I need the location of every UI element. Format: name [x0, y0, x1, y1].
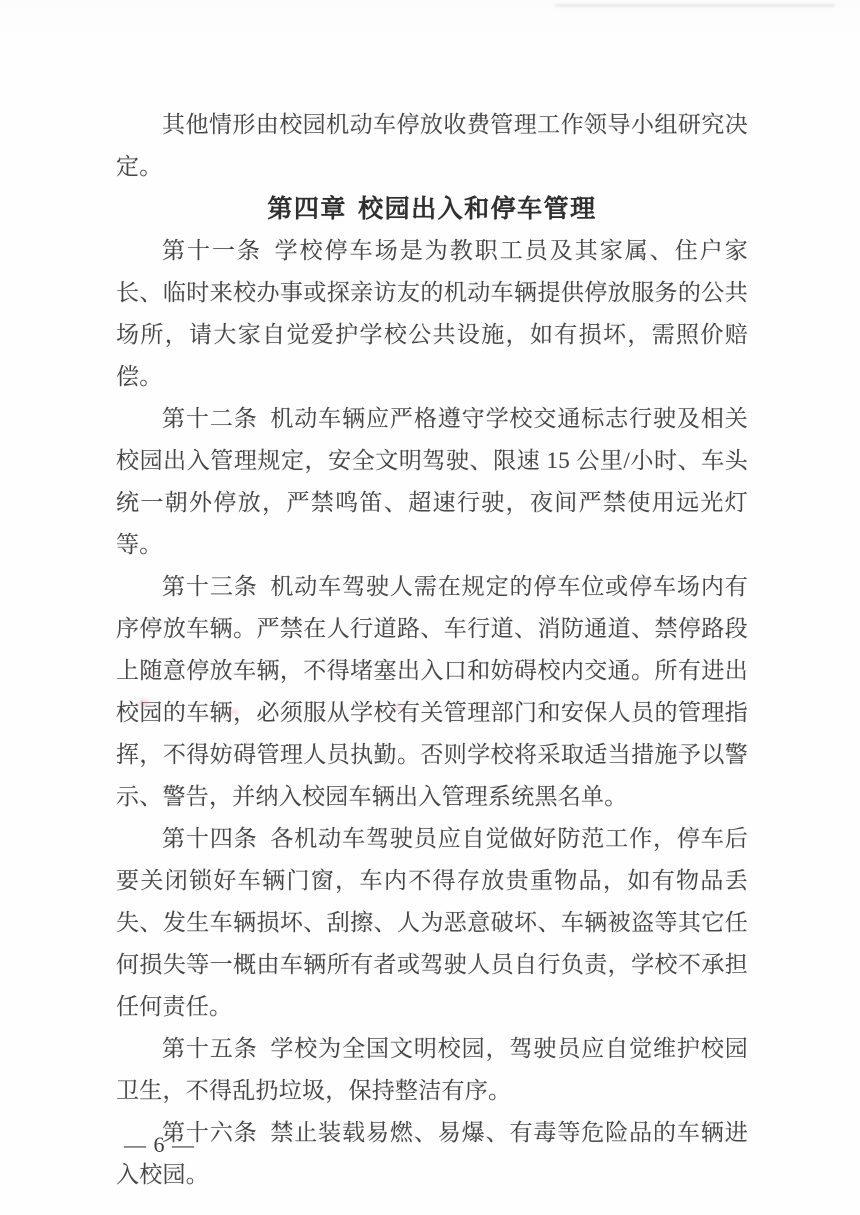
article-11-text: 学校停车场是为教职工员及其家属、住户家长、临时来校办事或探亲访友的机动车辆提供停放服务的公共场所，请大家自觉爱护学校公共设施，如有损坏，需照价赔偿。 — [116, 238, 749, 389]
article-paragraph-11 — [116, 230, 748, 398]
scan-smudge — [394, 703, 402, 710]
article-16-text: 禁止装载易燃、易爆、有毒等危险品的车辆进入校园。 — [116, 1120, 749, 1187]
article-13-number: 第十三条 — [162, 574, 258, 599]
article-12-text: 机动车辆应严格遵守学校交通标志行驶及相关校园出入管理规定，安全文明驾驶、限速 15 公里/小时、车头统一朝外停放，严禁鸣笛、超速行驶，夜间严禁使用远光灯等。 — [116, 406, 749, 557]
chapter-heading — [116, 188, 748, 230]
scan-artifact-streak — [555, 4, 835, 7]
chapter-title: 校园出入和停车管理 — [358, 195, 597, 223]
article-14-number: 第十四条 — [162, 826, 258, 851]
article-paragraph-12 — [116, 398, 748, 566]
article-paragraph-16 — [116, 1112, 748, 1196]
article-11-number: 第十一条 — [162, 238, 263, 263]
document-body — [116, 104, 748, 1196]
article-paragraph-15 — [116, 1028, 748, 1112]
article-12-number: 第十二条 — [162, 406, 258, 431]
scan-smudge — [230, 709, 239, 715]
scan-smudge — [150, 671, 157, 676]
article-14-text: 各机动车驾驶员应自觉做好防范工作，停车后要关闭锁好车辆门窗，车内不得存放贵重物品，如有物品丢失、发生车辆损坏、刮擦、人为恶意破坏、车辆被盗等其它任何损失等一概由车辆所有者或驾驶人员自行负责，学校不承担任何责任。 — [116, 826, 749, 1019]
article-15-number: 第十五条 — [162, 1036, 258, 1061]
chapter-number: 第四章 — [267, 195, 347, 223]
page-number: — 6 — — [124, 1132, 195, 1157]
article-13-text: 机动车驾驶人需在规定的停车位或停车场内有序停放车辆。严禁在人行道路、车行道、消防通道、禁停路段上随意停放车辆，不得堵塞出入口和妨碍校内交通。所有进出校园的车辆，必须服从学校有关管理部门和安保人员的管理指挥，不得妨碍管理人员执勤。否则学校将采取适当措施予以警示、警告，并纳入校园车辆出入管理系统黑名单。 — [116, 574, 749, 809]
article-paragraph-13 — [116, 566, 748, 818]
article-paragraph-14 — [116, 818, 748, 1028]
article-16-number: 第十六条 — [162, 1120, 258, 1145]
intro-paragraph: 其他情形由校园机动车停放收费管理工作领导小组研究决定。 — [116, 112, 748, 179]
article-15-text: 学校为全国文明校园，驾驶员应自觉维护校园卫生，不得乱扔垃圾，保持整洁有序。 — [116, 1036, 749, 1103]
scan-smudge — [138, 698, 150, 707]
